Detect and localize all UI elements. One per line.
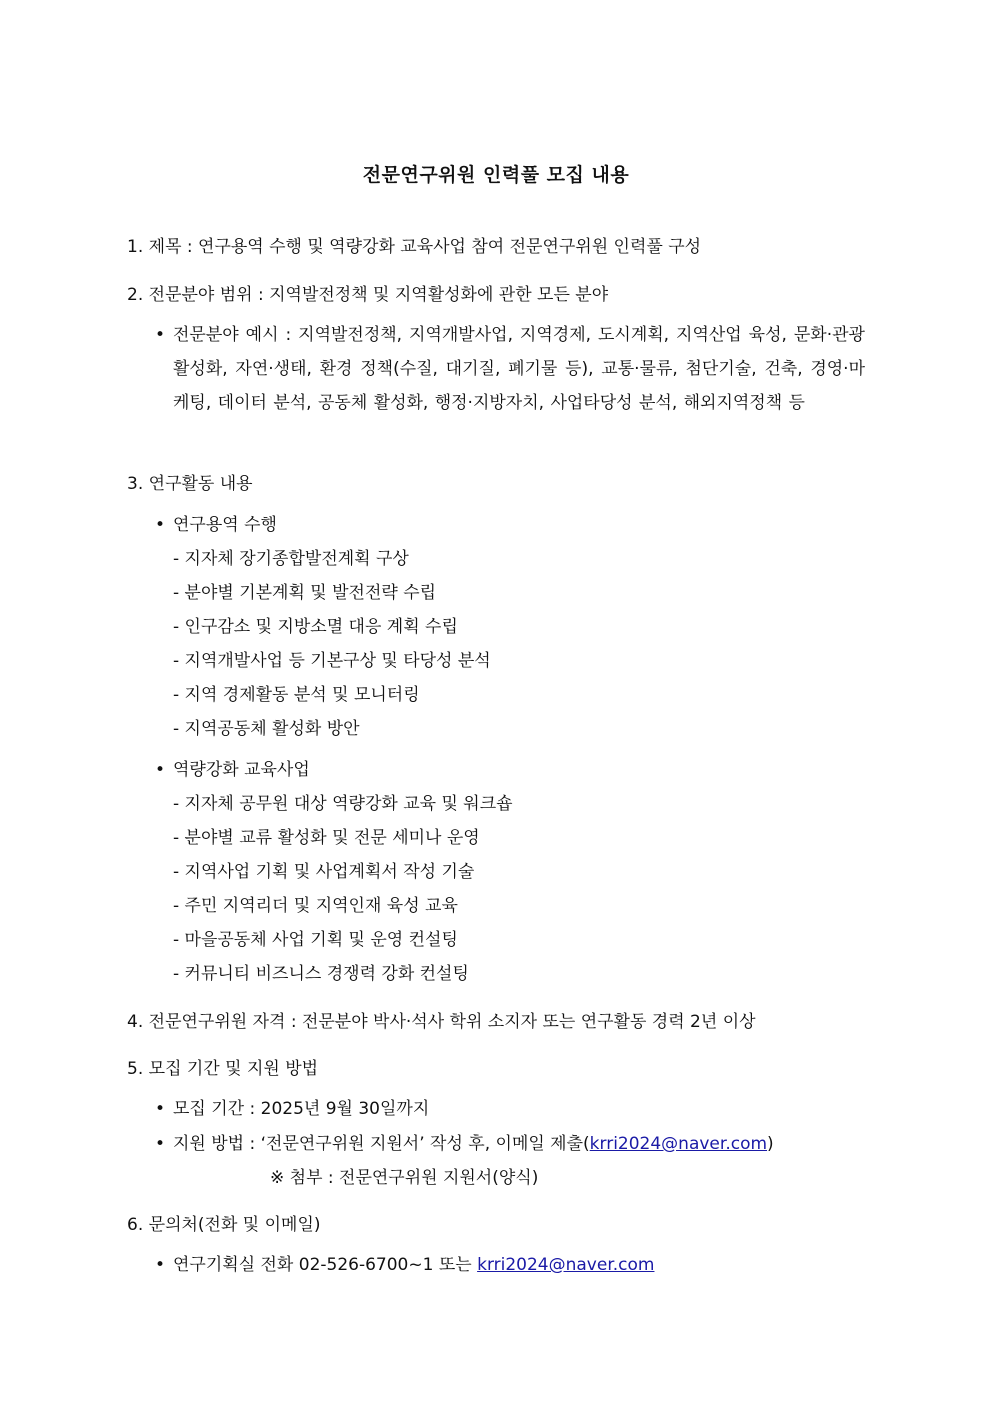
list-item: - 분야별 기본계획 및 발전전략 수립 bbox=[173, 583, 437, 603]
section-number: 4. bbox=[127, 1012, 144, 1032]
section-text: 전문분야 범위 : 지역발전정책 및 지역활성화에 관한 모든 분야 bbox=[148, 285, 609, 305]
bullet-contact bbox=[155, 1253, 654, 1277]
closing-paren: ) bbox=[767, 1134, 774, 1154]
attachment-note: ※ 첨부 : 전문연구위원 지원서(양식) bbox=[270, 1168, 539, 1188]
section-number: 5. bbox=[127, 1059, 144, 1079]
section-1 bbox=[127, 235, 701, 259]
bullet-period bbox=[155, 1097, 429, 1121]
list-item: - 커뮤니티 비즈니스 경쟁력 강화 컨설팅 bbox=[173, 964, 469, 984]
section-4 bbox=[127, 1010, 756, 1034]
section-3 bbox=[127, 472, 253, 496]
specialty-label: 전문분야 예시 : bbox=[173, 325, 299, 345]
list-item: - 지자체 공무원 대상 역량강화 교육 및 워크숍 bbox=[173, 794, 513, 814]
bullet-education bbox=[155, 758, 310, 782]
contact-info: 연구기획실 전화 02-526-6700~1 또는 bbox=[173, 1255, 478, 1275]
bullet-icon: • bbox=[155, 325, 166, 345]
bullet-icon: • bbox=[155, 515, 166, 535]
bullet-research bbox=[155, 513, 277, 537]
bullet-method bbox=[155, 1132, 774, 1156]
section-2 bbox=[127, 283, 608, 307]
section-number: 2. bbox=[127, 285, 144, 305]
list-item: - 지자체 장기종합발전계획 구상 bbox=[173, 549, 409, 569]
bullet-icon: • bbox=[155, 1255, 166, 1275]
section-number: 1. bbox=[127, 237, 144, 257]
section-number: 6. bbox=[127, 1215, 144, 1235]
bullet-icon: • bbox=[155, 760, 166, 780]
list-item: - 마을공동체 사업 기획 및 운영 컨설팅 bbox=[173, 930, 458, 950]
recruit-period: 모집 기간 : 2025년 9월 30일까지 bbox=[173, 1099, 430, 1119]
list-item: - 주민 지역리더 및 지역인재 육성 교육 bbox=[173, 896, 458, 916]
section-text: 전문연구위원 자격 : 전문분야 박사·석사 학위 소지자 또는 연구활동 경력 2년 이상 bbox=[148, 1012, 756, 1032]
list-item: - 지역 경제활동 분석 및 모니터링 bbox=[173, 685, 420, 705]
apply-method: 지원 방법 : ‘전문연구위원 지원서’ 작성 후, 이메일 제출( bbox=[173, 1134, 590, 1154]
list-item: - 지역공동체 활성화 방안 bbox=[173, 719, 360, 739]
bullet-label: 역량강화 교육사업 bbox=[173, 760, 310, 780]
list-item: - 지역사업 기획 및 사업계획서 작성 기술 bbox=[173, 862, 475, 882]
list-item: - 분야별 교류 활성화 및 전문 세미나 운영 bbox=[173, 828, 480, 848]
list-item: - 지역개발사업 등 기본구상 및 타당성 분석 bbox=[173, 651, 491, 671]
specialty-examples bbox=[173, 318, 865, 420]
bullet-label: 연구용역 수행 bbox=[173, 515, 277, 535]
bullet-icon: • bbox=[155, 1134, 166, 1154]
list-item: - 인구감소 및 지방소멸 대응 계획 수립 bbox=[173, 617, 458, 637]
section-number: 3. bbox=[127, 474, 144, 494]
section-text: 제목 : 연구용역 수행 및 역량강화 교육사업 참여 전문연구위원 인력풀 구성 bbox=[148, 237, 702, 257]
email-link[interactable]: krri2024@naver.com bbox=[589, 1134, 768, 1154]
specialty-text: 지역발전정책, 지역개발사업, 지역경제, 도시계획, 지역산업 육성, 문화·관광 활성화, 자연·생태, 환경 정책(수질, 대기질, 폐기물 등), 교통·물류, 첨단기술, 건축, 경영·마케팅, 데이터 분석, 공동체 활성화, 행정·지방자치, 사업타당성 분석, 해외지역정책 등 bbox=[173, 325, 865, 413]
bullet-icon: • bbox=[155, 1099, 166, 1119]
section-6 bbox=[127, 1213, 321, 1237]
section-text: 연구활동 내용 bbox=[148, 474, 253, 494]
section-text: 문의처(전화 및 이메일) bbox=[148, 1215, 321, 1235]
section-text: 모집 기간 및 지원 방법 bbox=[148, 1059, 319, 1079]
section-5 bbox=[127, 1057, 318, 1081]
page-title: 전문연구위원 인력풀 모집 내용 bbox=[362, 164, 630, 186]
email-link[interactable]: krri2024@naver.com bbox=[477, 1255, 655, 1275]
